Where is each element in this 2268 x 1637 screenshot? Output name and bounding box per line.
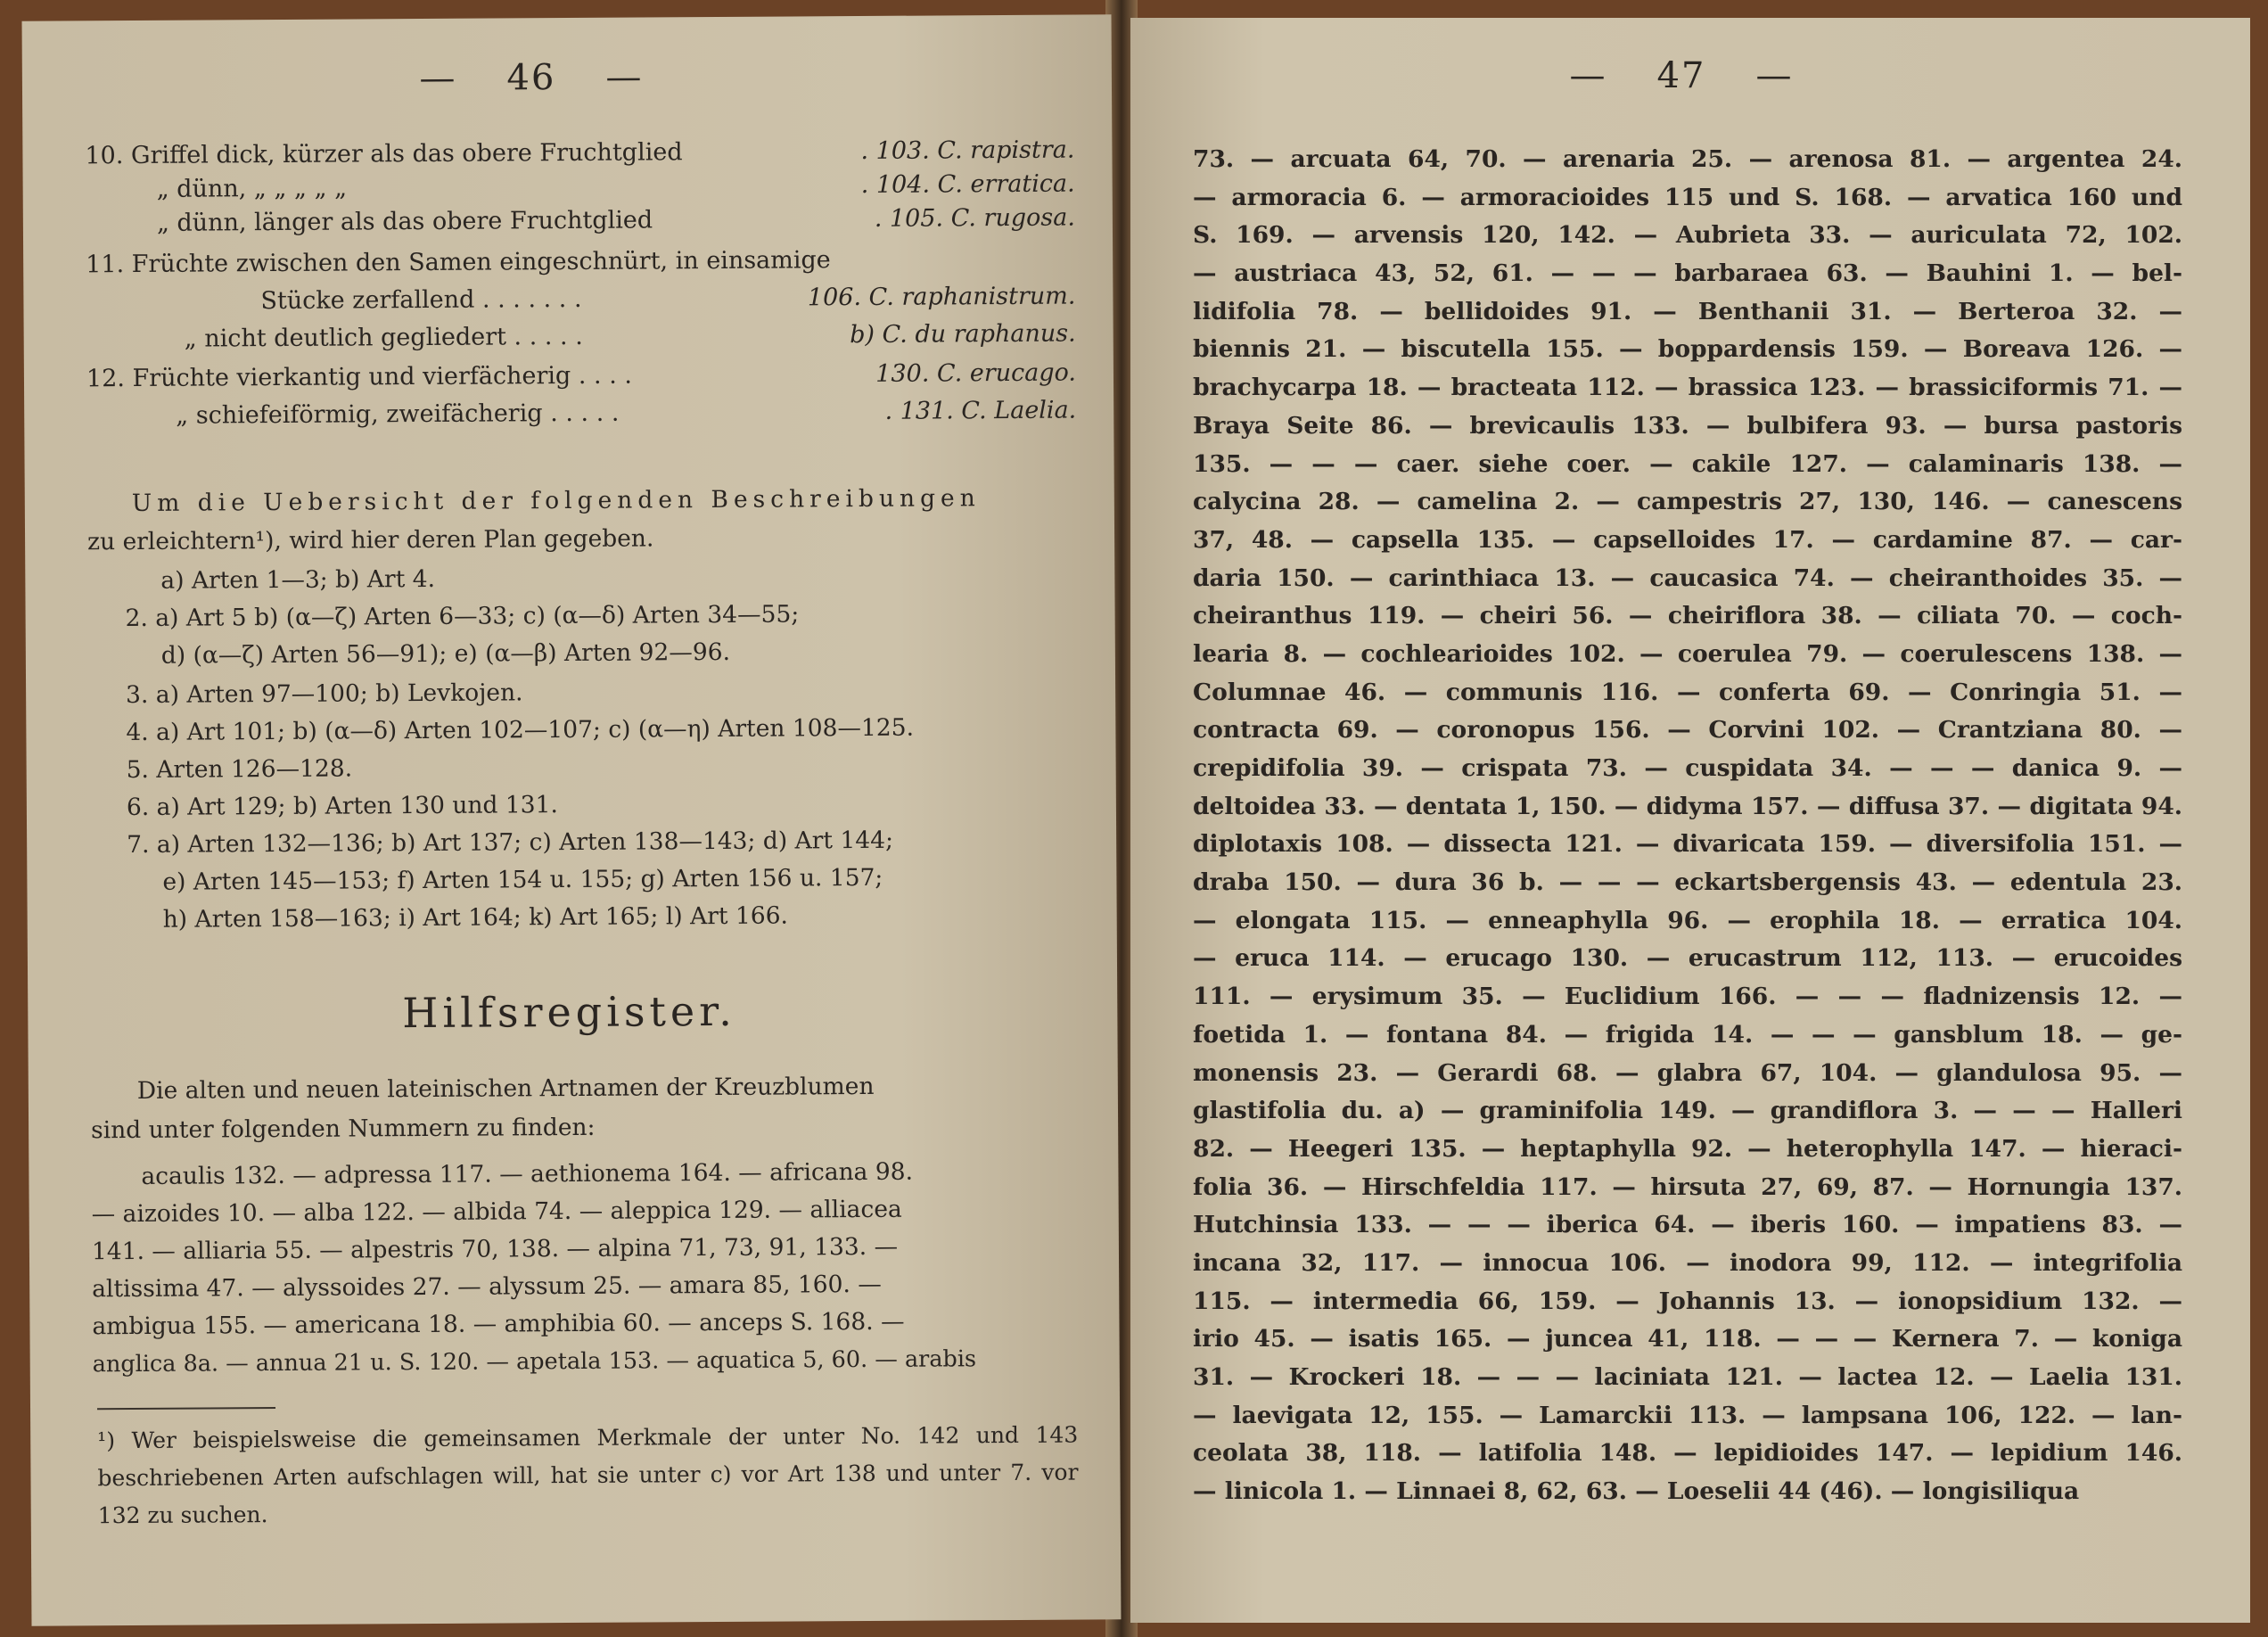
register-line: 31. — Krockeri 18. — — — laciniata 121. — lactea 12. — Laelia 131. bbox=[1193, 1363, 2182, 1391]
page-number-left: — 46 — bbox=[419, 56, 644, 100]
register-line: 141. — alliaria 55. — alpestris 70, 138. — alpina 71, 73, 91, 133. — bbox=[91, 1232, 899, 1266]
register-line: irio 45. — isatis 165. — juncea 41, 118. — — — Kernera 7. — koniga bbox=[1193, 1325, 2182, 1353]
register-line: — armoracia 6. — armoracioides 115 und S. 168. — arvatica 160 und bbox=[1193, 183, 2182, 211]
register-intro: sind unter folgenden Nummern zu finden: bbox=[91, 1113, 596, 1145]
footnote-rule bbox=[97, 1407, 275, 1410]
key-row: 11. Früchte zwischen den Samen eingeschnürt, in einsamige bbox=[86, 246, 831, 279]
register-line: contracta 69. — coronopus 156. — Corvini 102. — Crantziana 80. — bbox=[1193, 716, 2182, 744]
plan-item: 6. a) Art 129; b) Arten 130 und 131. bbox=[126, 791, 558, 822]
key-row: „ dünn, länger als das obere Fruchtglied . 105. C. rugosa. bbox=[156, 203, 1075, 237]
plan-item: 3. a) Arten 97—100; b) Levkojen. bbox=[126, 679, 523, 710]
plan-item: 4. a) Art 101; b) (α—δ) Arten 102—107; c) (α—η) Arten 108—125. bbox=[126, 713, 915, 747]
plan-item: e) Arten 145—153; f) Arten 154 u. 155; g) Arten 156 u. 157; bbox=[162, 863, 883, 896]
register-line: — elongata 115. — enneaphylla 96. — erophila 18. — erratica 104. bbox=[1193, 906, 2182, 934]
register-line: ceolata 38, 118. — latifolia 148. — lepidioides 147. — lepidium 146. bbox=[1193, 1439, 2182, 1468]
key-row: 12. Früchte vierkantig und vierfächerig . . . . 130. C. erucago. bbox=[86, 358, 1077, 393]
plan-intro-rest: zu erleichtern¹), wird hier deren Plan gegeben. bbox=[86, 524, 654, 556]
register-line: Braya Seite 86. — brevicaulis 133. — bulbifera 93. — bursa pastoris bbox=[1193, 411, 2182, 440]
register-line: biennis 21. — biscutella 155. — boppardensis 159. — Boreava 126. — bbox=[1193, 335, 2182, 364]
key-row: „ schiefeiförmig, zweifächerig . . . . . . 131. C. Laelia. bbox=[176, 396, 1077, 430]
plan-item: 2. a) Art 5 b) (α—ζ) Arten 6—33; c) (α—δ) Arten 34—55; bbox=[125, 600, 800, 633]
key-row: 10. Griffel dick, kürzer als das obere Fruchtglied . 103. C. rapistra. bbox=[85, 136, 1075, 170]
right-page bbox=[1130, 18, 2250, 1623]
register-line: ambigua 155. — americana 18. — amphibia 60. — anceps S. 168. — bbox=[92, 1307, 905, 1341]
register-line: monensis 23. — Gerardi 68. — glabra 67, 104. — glandulosa 95. — bbox=[1193, 1058, 2182, 1087]
register-line: 135. — — — caer. siehe coer. — cakile 127. — calaminaris 138. — bbox=[1193, 449, 2182, 478]
register-line: — laevigata 12, 155. — Lamarckii 113. — lampsana 106, 122. — lan- bbox=[1193, 1401, 2182, 1429]
key-row: Stücke zerfallend . . . . . . . 106. C. raphanistrum. bbox=[260, 282, 1076, 316]
register-line: 115. — intermedia 66, 159. — Johannis 13. — ionopsidium 132. — bbox=[1193, 1287, 2182, 1315]
register-line: 73. — arcuata 64, 70. — arenaria 25. — arenosa 81. — argentea 24. bbox=[1193, 145, 2182, 173]
register-line: cheiranthus 119. — cheiri 56. — cheiriflora 38. — ciliata 70. — coch- bbox=[1193, 602, 2182, 630]
plan-item: d) (α—ζ) Arten 56—91); e) (α—β) Arten 92—96. bbox=[160, 638, 731, 670]
register-line: glastifolia du. a) — graminifolia 149. — grandiflora 3. — — — Halleri bbox=[1193, 1097, 2182, 1125]
register-line: 82. — Heegeri 135. — heptaphylla 92. — heterophylla 147. — hieraci- bbox=[1193, 1134, 2182, 1163]
register-line: 111. — erysimum 35. — Euclidium 166. — — — fladnizensis 12. — bbox=[1193, 983, 2182, 1011]
plan-intro: Um die Uebersicht der folgenden Beschreibungen bbox=[131, 484, 981, 518]
register-line: Columnae 46. — communis 116. — conferta 69. — Conringia 51. — bbox=[1193, 678, 2182, 706]
register-line: — linicola 1. — Linnaei 8, 62, 63. — Loeselii 44 (46). — longisiliqua bbox=[1193, 1477, 2080, 1506]
register-line: altissima 47. — alyssoides 27. — alyssum 25. — amara 85, 160. — bbox=[92, 1270, 882, 1304]
footnote: ¹) Wer beispielsweise die gemeinsamen Merkmale der unter No. 142 und 143 beschriebenen Arten aufschlagen will, hat sie unter c) vor Art 138 und unter 7. vor 132 zu suchen. bbox=[97, 1421, 1079, 1529]
register-line: deltoidea 33. — dentata 1, 150. — didyma 157. — diffusa 37. — digitata 94. bbox=[1193, 792, 2182, 820]
register-line: crepidifolia 39. — crispata 73. — cuspidata 34. — — — danica 9. — bbox=[1193, 754, 2182, 782]
register-line: anglica 8a. — annua 21 u. S. 120. — apetala 153. — aquatica 5, 60. — arabis bbox=[92, 1345, 977, 1378]
section-heading: Hilfsregister. bbox=[402, 986, 736, 1038]
register-line: diplotaxis 108. — dissecta 121. — divaricata 159. — diversifolia 151. — bbox=[1193, 830, 2182, 859]
register-line: — eruca 114. — erucago 130. — erucastrum 112, 113. — erucoides bbox=[1193, 944, 2182, 973]
plan-item: 5. Arten 126—128. bbox=[126, 754, 353, 785]
plan-item: 7. a) Arten 132—136; b) Art 137; c) Arten 138—143; d) Art 144; bbox=[127, 826, 894, 860]
left-page bbox=[22, 14, 1122, 1625]
register-line: incana 32, 117. — innocua 106. — inodora 99, 112. — integrifolia bbox=[1193, 1248, 2182, 1277]
register-line: calycina 28. — camelina 2. — campestris 27, 130, 146. — canescens bbox=[1193, 488, 2182, 516]
register-line: S. 169. — arvensis 120, 142. — Aubrieta 33. — auriculata 72, 102. bbox=[1193, 221, 2182, 250]
key-row: „ dünn, „ „ „ „ „ . 104. C. erratica. bbox=[156, 169, 1075, 203]
register-line: foetida 1. — fontana 84. — frigida 14. — — — gansblum 18. — ge- bbox=[1193, 1020, 2182, 1049]
register-line: learia 8. — cochlearioides 102. — coerulea 79. — coerulescens 138. — bbox=[1193, 639, 2182, 668]
register-line: — austriaca 43, 52, 61. — — — barbaraea 63. — Bauhini 1. — bel- bbox=[1193, 259, 2182, 288]
register-line: lidifolia 78. — bellidoides 91. — Benthanii 31. — Berteroa 32. — bbox=[1193, 297, 2182, 325]
register-line: folia 36. — Hirschfeldia 117. — hirsuta 27, 69, 87. — Hornungia 137. bbox=[1193, 1172, 2182, 1201]
register-line: — aizoides 10. — alba 122. — albida 74. — aleppica 129. — alliacea bbox=[91, 1195, 902, 1229]
plan-item: h) Arten 158—163; i) Art 164; k) Art 165; l) Art 166. bbox=[162, 901, 789, 934]
register-line: 37, 48. — capsella 135. — capselloides 17. — cardamine 87. — car- bbox=[1193, 525, 2182, 554]
register-line: Hutchinsia 133. — — — iberica 64. — iberis 160. — impatiens 83. — bbox=[1193, 1211, 2182, 1239]
register-line: draba 150. — dura 36 b. — — — eckartsbergensis 43. — edentula 23. bbox=[1193, 868, 2182, 897]
register-line: acaulis 132. — adpressa 117. — aethionema 164. — africana 98. bbox=[141, 1157, 914, 1190]
key-row: „ nicht deutlich gegliedert . . . . . b) C. du raphanus. bbox=[184, 319, 1076, 353]
register-intro: Die alten und neuen lateinischen Artnamen der Kreuzblumen bbox=[136, 1072, 875, 1105]
register-line: brachycarpa 18. — bracteata 112. — brassica 123. — brassiciformis 71. — bbox=[1193, 374, 2182, 402]
plan-item: a) Arten 1—3; b) Art 4. bbox=[160, 564, 436, 595]
page-number-right: — 47 — bbox=[1569, 55, 1794, 96]
register-list-right bbox=[1193, 141, 2182, 1511]
register-line: daria 150. — carinthiaca 13. — caucasica 74. — cheiranthoides 35. — bbox=[1193, 563, 2182, 592]
